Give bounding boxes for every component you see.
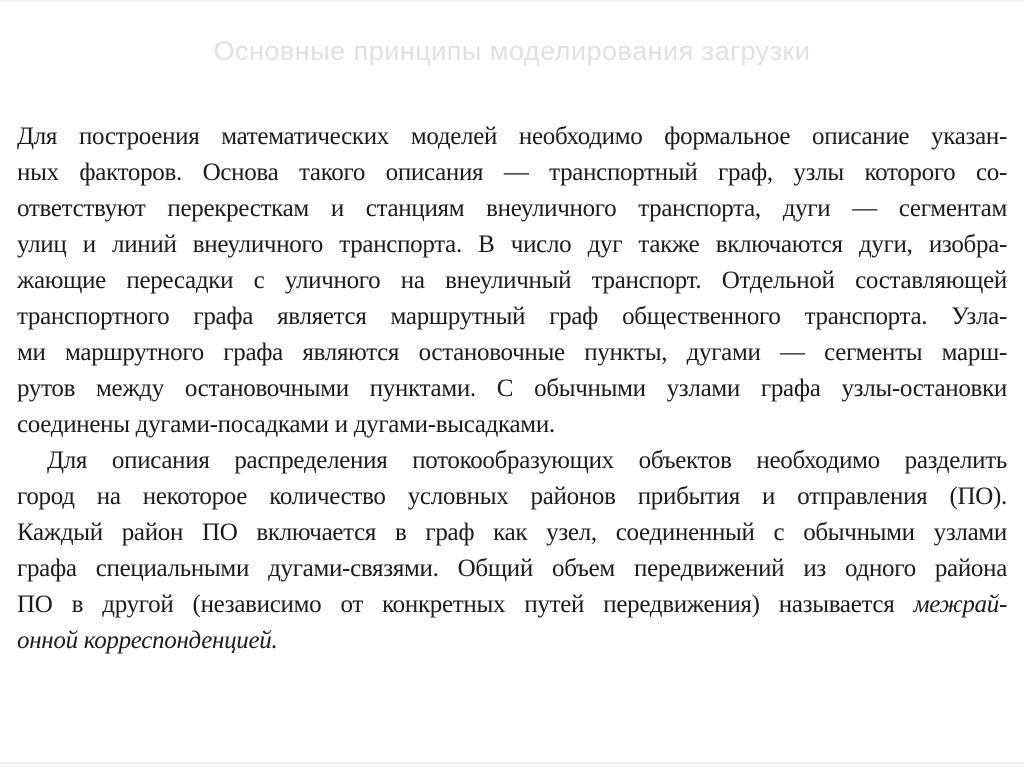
- text-line: жающие пересадки с уличного на внеуличный транспорт. Отдельной составляющей: [17, 267, 1007, 294]
- slide-title: Основные принципы моделирования загрузки: [213, 36, 811, 66]
- text-line-mixed: [17, 587, 1007, 623]
- text-line: графа специальными дугами-связями. Общий объем передвижений из одного района: [17, 555, 1007, 582]
- text-line: Для построения математических моделей необходимо формальное описание указан-: [17, 123, 1007, 150]
- italic-term-end: онной корреспонденцией.: [17, 627, 278, 654]
- text-line: ми маршрутного графа являются остановочные пункты, дугами — сегменты марш-: [17, 339, 1007, 366]
- bottom-edge-strip: [0, 762, 1024, 767]
- top-edge-strip: [0, 0, 1024, 2]
- text-line: ответствуют перекресткам и станциям внеуличного транспорта, дуги — сегментам: [17, 195, 1007, 222]
- text-line: город на некоторое количество условных районов прибытия и отправления (ПО).: [17, 483, 1007, 510]
- text-line: рутов между остановочными пунктами. С обычными узлами графа узлы-остановки: [17, 375, 1007, 402]
- paragraph-1-last-line: соединены дугами-посадками и дугами-высадками.: [17, 411, 555, 438]
- paragraph-2-first-line: Для описания распределения потокообразующих объектов необходимо разделить: [47, 447, 1007, 474]
- italic-term-start: межрай-: [913, 591, 1007, 618]
- text-line: транспортного графа является маршрутный граф общественного транспорта. Узла-: [17, 303, 1007, 330]
- slide-text-block: [17, 119, 1007, 659]
- text-line: Каждый район ПО включается в граф как узел, соединенный с обычными узлами: [17, 519, 1007, 546]
- text-line: улиц и линий внеуличного транспорта. В число дуг также включаются дуги, изобра-: [17, 231, 1007, 258]
- text-segment: ПО в другой (независимо от конкретных путей передвижения) называется: [17, 591, 895, 618]
- text-line: ных факторов. Основа такого описания — транспортный граф, узлы которого со-: [17, 159, 1007, 186]
